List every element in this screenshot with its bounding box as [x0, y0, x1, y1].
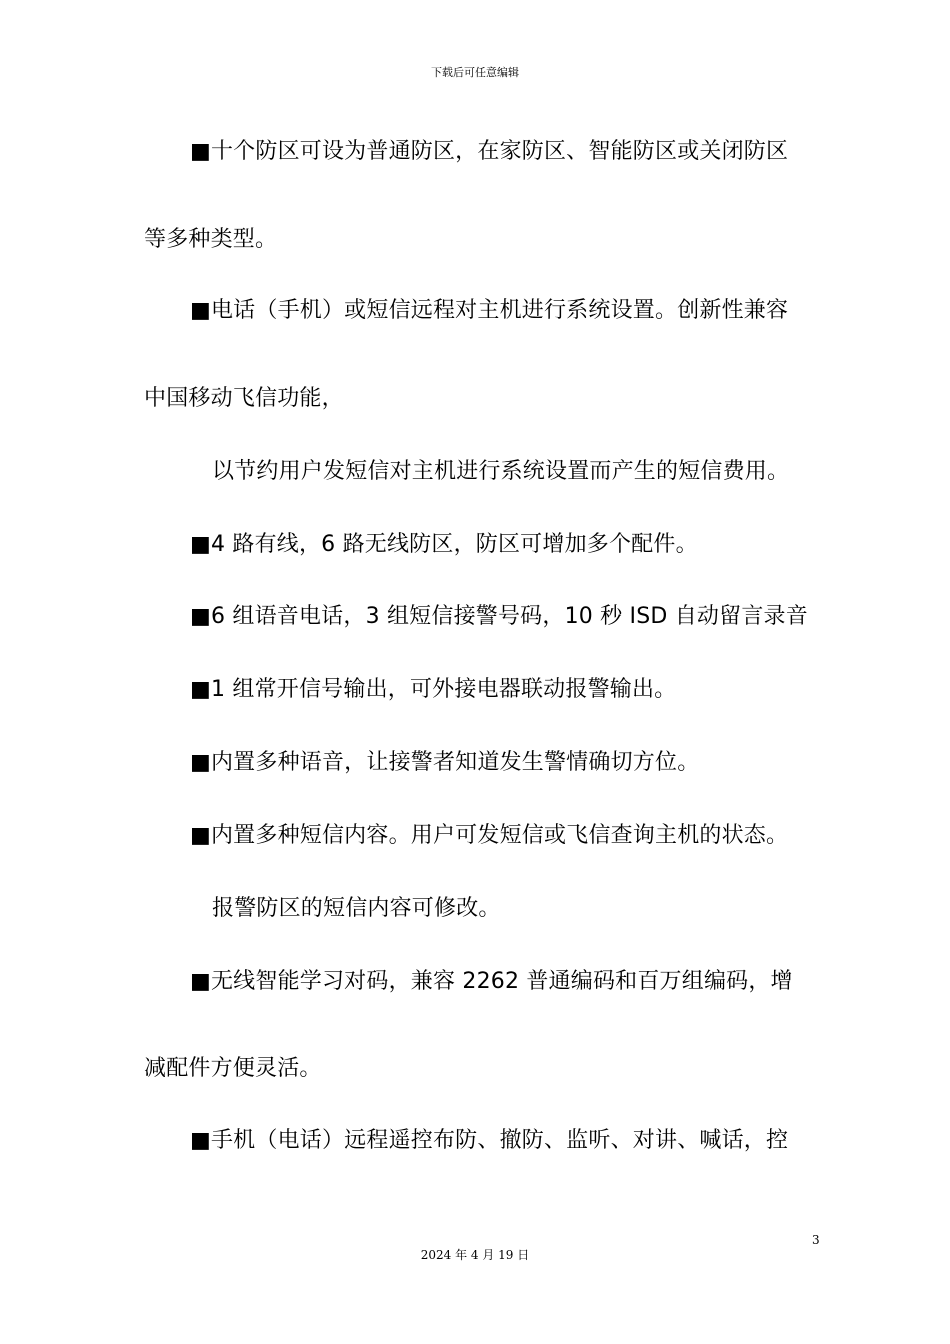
body-line: ■无线智能学习对码，兼容 2262 普通编码和百万组编码，增: [190, 969, 793, 994]
body-line: ■1 组常开信号输出，可外接电器联动报警输出。: [190, 677, 677, 702]
body-line: ■十个防区可设为普通防区，在家防区、智能防区或关闭防区: [190, 139, 789, 164]
body-line: 报警防区的短信内容可修改。: [212, 896, 501, 921]
body-line: ■4 路有线，6 路无线防区，防区可增加多个配件。: [190, 532, 698, 557]
footer-date: 2024 年 4 月 19 日: [420, 1248, 530, 1262]
body-line: 中国移动飞信功能，: [144, 386, 344, 411]
page-number: 3: [812, 1233, 820, 1247]
page-header: 下载后可任意编辑: [431, 66, 519, 79]
body-line: 减配件方便灵活。: [144, 1056, 322, 1081]
body-line: 等多种类型。: [144, 227, 278, 252]
body-line: 以节约用户发短信对主机进行系统设置而产生的短信费用。: [212, 459, 790, 484]
body-line: ■内置多种短信内容。用户可发短信或飞信查询主机的状态。: [190, 823, 789, 848]
body-line: ■手机（电话）远程遥控布防、撤防、监听、对讲、喊话，控: [190, 1128, 789, 1153]
body-line: ■内置多种语音，让接警者知道发生警情确切方位。: [190, 750, 700, 775]
body-line: ■6 组语音电话，3 组短信接警号码，10 秒 ISD 自动留言录音: [190, 604, 808, 629]
body-line: ■电话（手机）或短信远程对主机进行系统设置。创新性兼容: [190, 298, 789, 323]
